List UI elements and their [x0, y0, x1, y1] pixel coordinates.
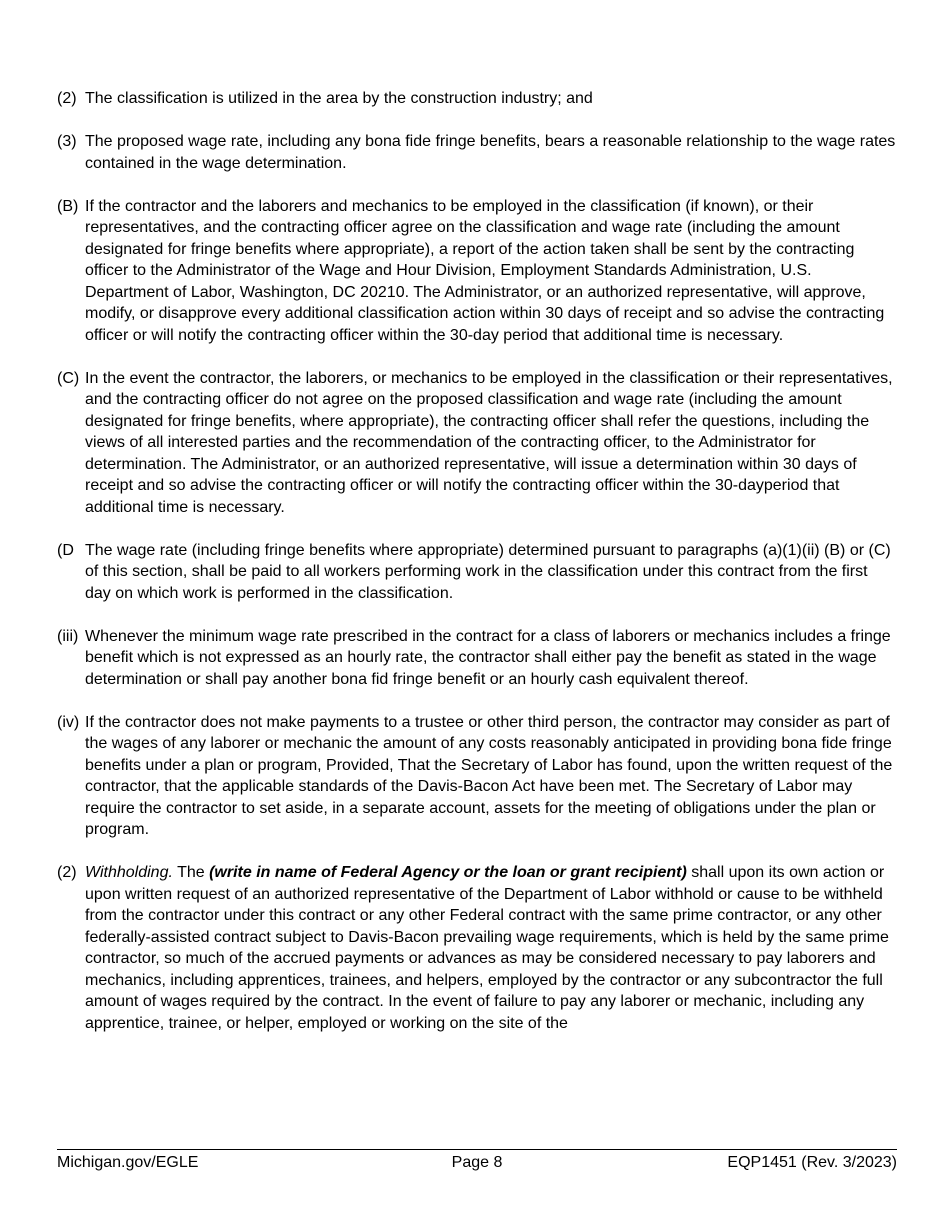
paragraph-withholding	[57, 862, 897, 1034]
paragraph-3	[57, 131, 897, 174]
paragraph-text: The proposed wage rate, including any bona fide fringe benefits, bears a reasonable relationship to the wage rates contained in the wage determination.	[85, 133, 896, 172]
paragraph-label: (C)	[57, 369, 80, 387]
paragraph-label: (D	[57, 541, 74, 559]
page-footer	[57, 1152, 897, 1174]
paragraph-text: If the contractor and the laborers and mechanics to be employed in the classification (if known), or their representatives, and the contracting officer agree on the classification and wage rate (including the amount designated for fringe benefits where appropriate), a report of the action taken shall be sent by the contracting officer to the Administrator of the Wage and Hour Division, Employment Standards Administration, U.S. Department of Labor, Washington, DC 20210. The Administrator, or an authorized representative, will approve, modify, or disapprove every additional classification action within 30 days of receipt and so advise the contracting officer or will notify the contracting officer within the 30-day period that additional time is necessary.	[85, 197, 885, 344]
paragraph-label: (2)	[57, 864, 77, 881]
paragraph-text: The wage rate (including fringe benefits where appropriate) determined pursuant to paragraphs (a)(1)(ii) (B) or (C) of this section, shall be paid to all workers performing work in the classification under this contract from the first day on which work is performed in the classification.	[85, 541, 891, 602]
paragraph-label: (iv)	[57, 713, 80, 731]
withholding-text: shall upon its own action or upon written request of an authorized representative of the Department of Labor withhold or cause to be withheld from the contractor under this contract or any other Federal contract with the same prime contractor, or any other federally-assisted contract subject to Davis-Bacon prevailing wage requirements, which is held by the same prime contractor, so much of the accrued payments or advances as may be considered necessary to pay laborers and mechanics, including apprentices, trainees, and helpers, employed by the contractor or any subcontractor the full amount of wages required by the contract. In the event of failure to pay any laborer or mechanic, including any apprentice, trainee, or helper, employed or working on the site of the	[85, 864, 889, 1032]
paragraph-d	[57, 540, 897, 605]
paragraph-iv	[57, 712, 897, 841]
paragraph-text: The classification is utilized in the area by the construction industry; and	[85, 90, 593, 107]
page-number: Page 8	[451, 1154, 503, 1172]
paragraph-iii	[57, 626, 897, 691]
paragraph-text: If the contractor does not make payments to a trustee or other third person, the contractor may consider as part of the wages of any laborer or mechanic the amount of any costs reasonably anticipated in providing bona fide fringe benefits under a plan or program, Provided, That the Secretary of Labor has found, upon the written request of the contractor, that the applicable standards of the Davis-Bacon Act have been met. The Secretary of Labor may require the contractor to set aside, in a separate account, assets for the meeting of obligations under the plan or program.	[85, 713, 893, 838]
withholding-pre: The	[172, 864, 210, 881]
agency-placeholder: (write in name of Federal Agency or the loan or grant recipient)	[209, 864, 687, 881]
paragraph-2	[57, 88, 897, 110]
paragraph-text: Whenever the minimum wage rate prescribed in the contract for a class of laborers or mechanics includes a fringe benefit which is not expressed as an hourly rate, the contractor shall either pay the benefit as stated in the wage determination or shall pay another bona fid fringe benefit or an hourly cash equivalent thereof.	[85, 627, 891, 688]
paragraph-label: (2)	[57, 90, 77, 107]
withholding-heading: Withholding.	[85, 864, 173, 881]
paragraph-b	[57, 196, 897, 347]
footer-divider	[57, 1149, 897, 1150]
paragraph-text	[85, 862, 897, 1034]
document-body	[57, 88, 897, 1056]
form-number: EQP1451 (Rev. 3/2023)	[727, 1154, 897, 1172]
paragraph-text: In the event the contractor, the laborers, or mechanics to be employed in the classification or their representatives, and the contracting officer do not agree on the proposed classification and wage rate (including the amount designated for fringe benefits, where appropriate), the contracting officer shall refer the questions, including the views of all interested parties and the recommendation of the contracting officer, to the Administrator for determination. The Administrator, or an authorized representative, will issue a determination within 30 days of receipt and so advise the contracting officer or will notify the contracting officer within the 30-dayperiod that additional time is necessary.	[85, 369, 893, 516]
paragraph-label: (iii)	[57, 627, 79, 645]
paragraph-label: (B)	[57, 197, 79, 215]
paragraph-c	[57, 368, 897, 519]
footer-website: Michigan.gov/EGLE	[57, 1154, 199, 1172]
paragraph-label: (3)	[57, 133, 77, 150]
